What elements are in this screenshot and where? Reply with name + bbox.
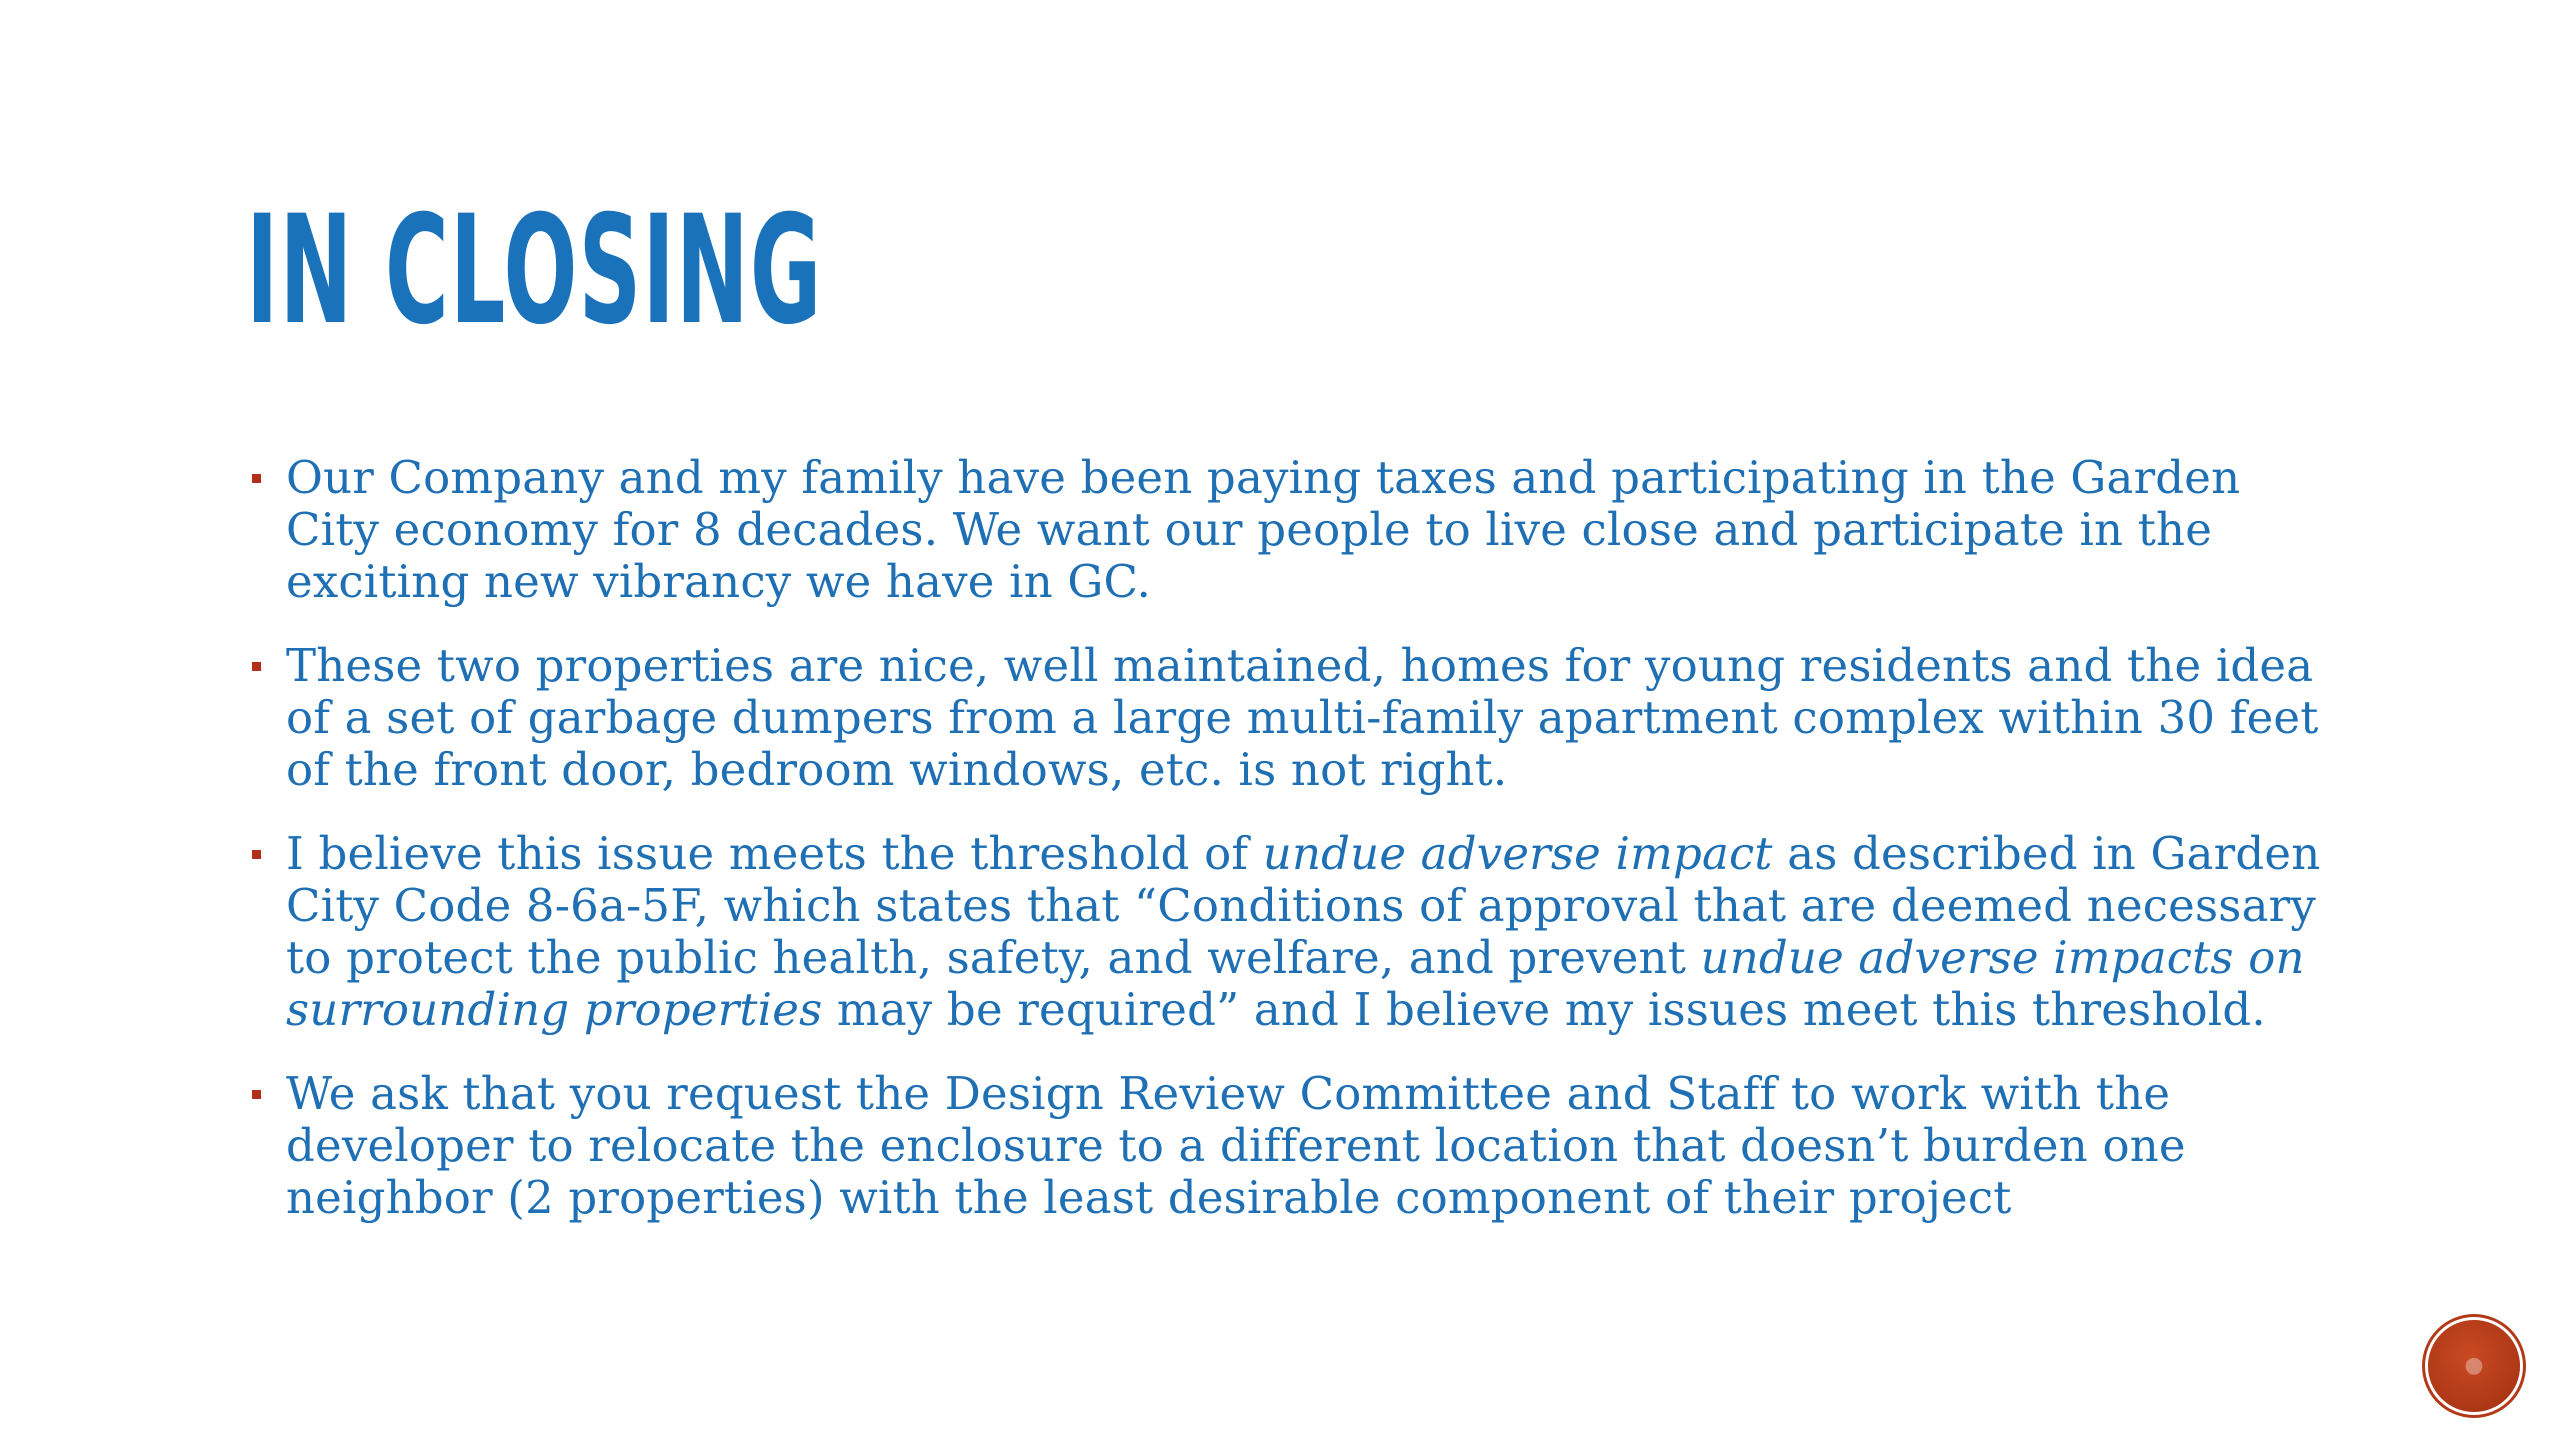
bullet-text: Our Company and my family have been paying taxes and participating in the Garden City economy for 8 decades. We want our people to live close and participate in the exciting new vibrancy we have in GC. <box>286 451 2241 608</box>
square-bullet-icon <box>252 850 261 859</box>
bullet-item <box>250 452 2340 608</box>
bullet-text: These two properties are nice, well maintained, homes for young residents and the idea of a set of garbage dumpers from a large multi-family apartment complex within 30 feet of the front door, bedroom windows, etc. is not right. <box>286 639 2319 796</box>
bullet-item <box>250 828 2340 1036</box>
bullet-text-emphasis: undue adverse impact <box>1262 827 1773 880</box>
square-bullet-icon <box>252 474 261 483</box>
bullet-item <box>250 1068 2340 1224</box>
bullet-item <box>250 640 2340 796</box>
bullet-list <box>250 452 2340 1256</box>
slide-navigation-glyph: ● <box>2464 1353 2484 1378</box>
bullet-text: We ask that you request the Design Review Committee and Staff to work with the developer to relocate the enclosure to a different location that doesn’t burden one neighbor (2 properties) with the least desirable component of their project <box>286 1067 2186 1224</box>
square-bullet-icon <box>252 662 261 671</box>
bullet-text-segment: may be required” and I believe my issues meet this threshold. <box>822 983 2266 1036</box>
bullet-text-segment: as described in Garden City Code 8-6a-5F, which states that “Conditions of approval that are deemed necessary to protect the public health, safety, and welfare, and prevent <box>286 827 2321 984</box>
bullet-text-segment: I believe this issue meets the threshold of <box>286 827 1263 880</box>
bullet-text-emphasis: undue adverse impacts on surrounding properties <box>286 931 2305 1036</box>
slide-navigation-icon[interactable] <box>2428 1320 2520 1412</box>
square-bullet-icon <box>252 1090 261 1099</box>
slide-title: IN CLOSING <box>246 184 823 358</box>
